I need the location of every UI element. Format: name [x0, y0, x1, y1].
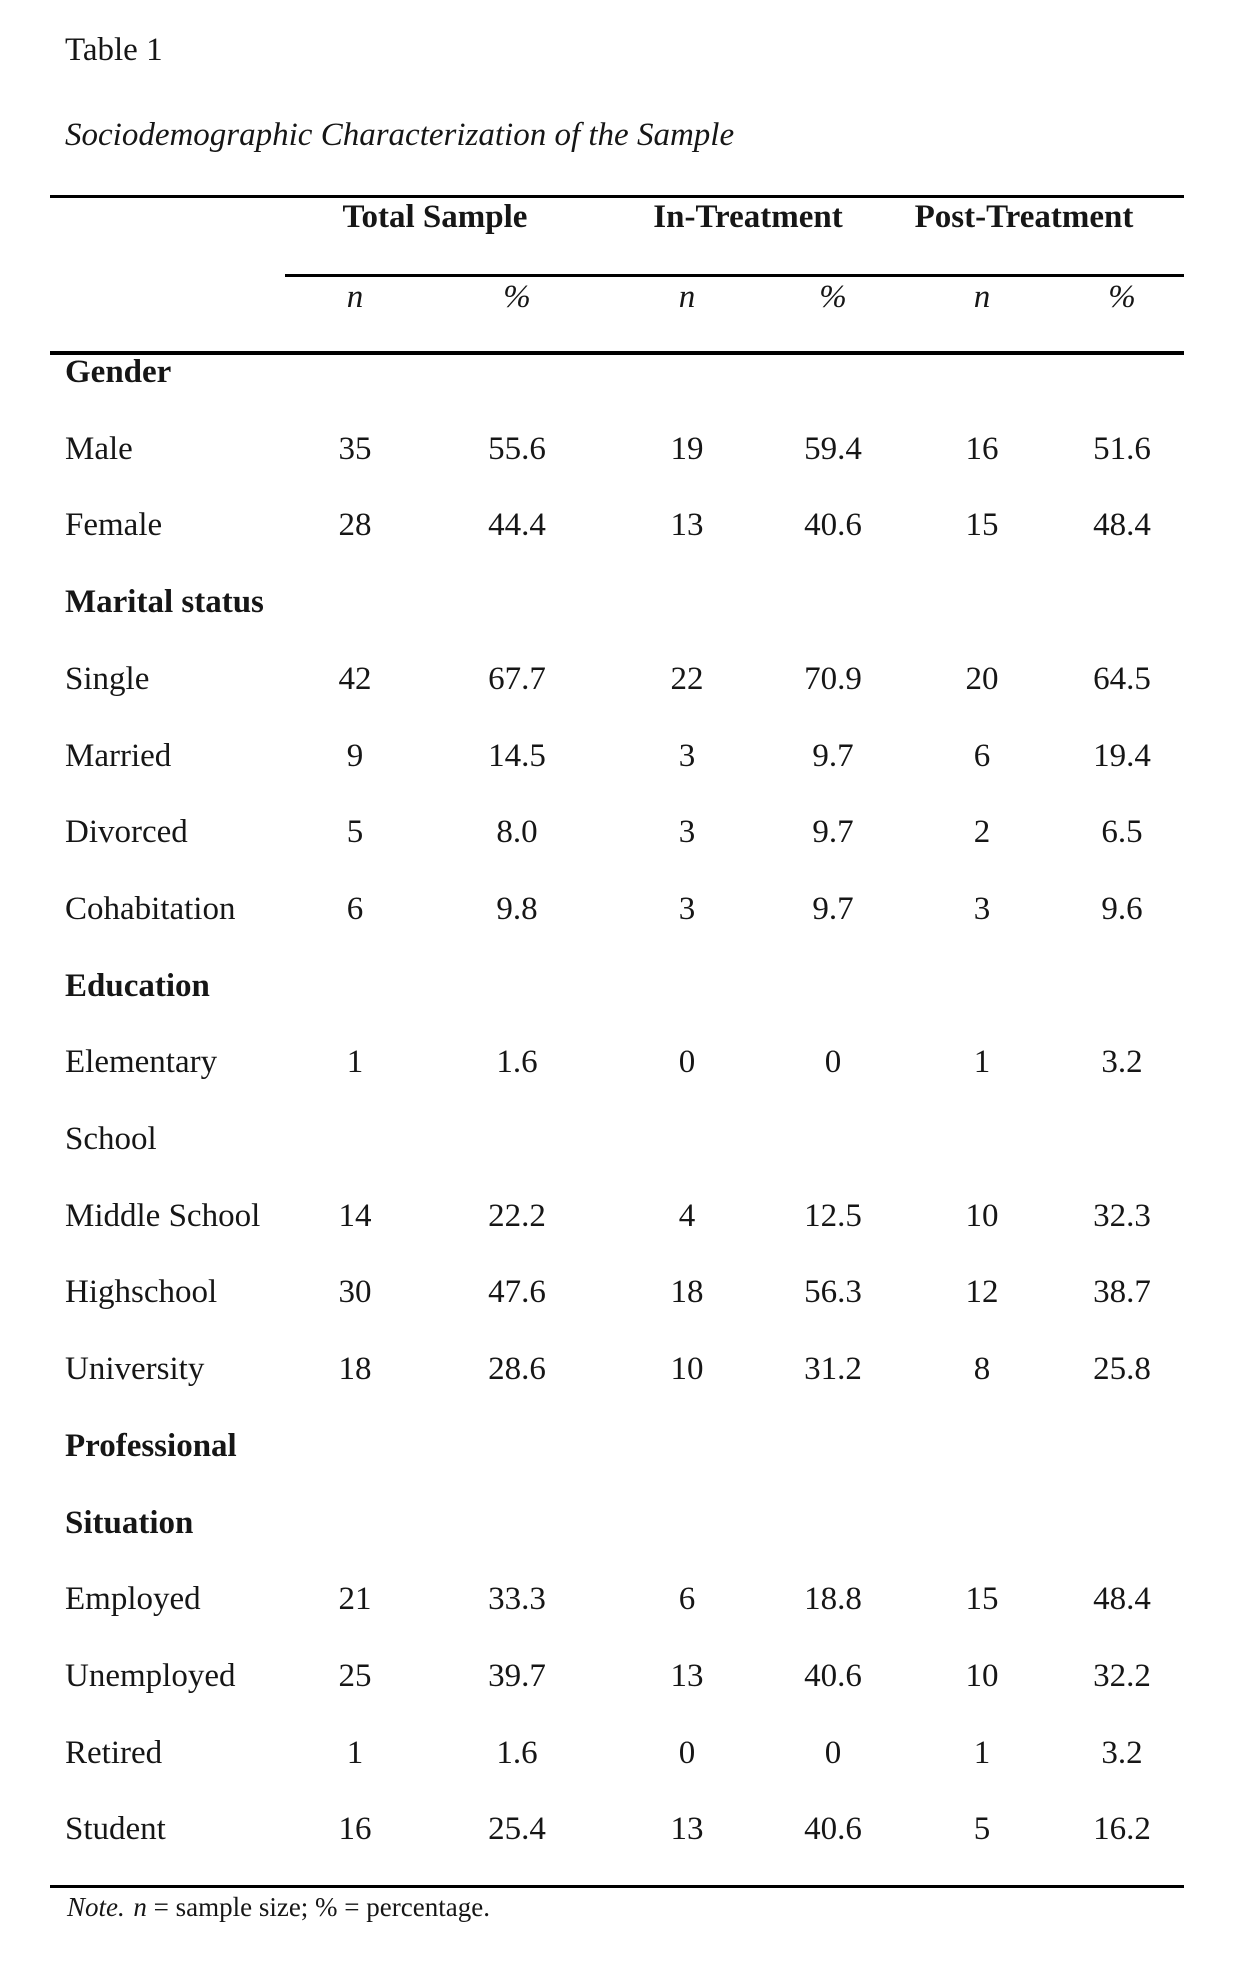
row-label: Divorced: [65, 814, 188, 850]
cell-value: 59.4: [804, 431, 862, 467]
row-label: Marital status: [65, 584, 264, 620]
table-row: [0, 1561, 1241, 1637]
cell-value: 16.2: [1093, 1811, 1151, 1847]
cell-value: 0: [824, 1735, 842, 1771]
cell-value: 30: [338, 1274, 372, 1310]
cell-value: 8.0: [496, 814, 538, 850]
row-label: Highschool: [65, 1274, 218, 1310]
cell-value: 12: [965, 1274, 999, 1310]
table-number: Table 1: [65, 32, 163, 68]
column-group-post-treatment: Post-Treatment: [914, 199, 1134, 235]
cell-value: 32.3: [1093, 1198, 1151, 1234]
table-row: [0, 1331, 1241, 1407]
cell-value: 1.6: [496, 1044, 538, 1080]
cell-value: 44.4: [488, 507, 546, 543]
cell-value: 15: [965, 507, 999, 543]
spanner-rule: [285, 274, 1184, 277]
cell-value: 5: [973, 1811, 991, 1847]
bottom-rule: [50, 1885, 1184, 1888]
cell-value: 14: [338, 1198, 372, 1234]
note-n-symbol: n: [133, 1892, 147, 1922]
cell-value: 2: [973, 814, 991, 850]
cell-value: 1: [346, 1044, 364, 1080]
cell-value: 20: [965, 661, 999, 697]
subheader-n: n: [346, 279, 364, 315]
row-label: Middle School: [65, 1198, 261, 1234]
cell-value: 42: [338, 661, 372, 697]
row-label: Retired: [65, 1735, 163, 1771]
cell-value: 0: [824, 1044, 842, 1080]
row-label: Gender: [65, 354, 172, 390]
table-row: [0, 1178, 1241, 1254]
cell-value: 10: [965, 1658, 999, 1694]
table-row: [0, 1791, 1241, 1867]
cell-value: 1: [346, 1735, 364, 1771]
cell-value: 4: [678, 1198, 696, 1234]
cell-value: 33.3: [488, 1581, 546, 1617]
cell-value: 6: [346, 891, 364, 927]
cell-value: 3: [973, 891, 991, 927]
cell-value: 22: [670, 661, 704, 697]
cell-value: 19: [670, 431, 704, 467]
cell-value: 6.5: [1101, 814, 1143, 850]
cell-value: 6: [678, 1581, 696, 1617]
cell-value: 13: [670, 1811, 704, 1847]
subheader-percent: %: [819, 279, 847, 315]
subheader-percent: %: [503, 279, 531, 315]
table-row: [0, 564, 1241, 640]
cell-value: 9.7: [812, 891, 854, 927]
column-group-total-sample: Total Sample: [342, 199, 528, 235]
cell-value: 9.8: [496, 891, 538, 927]
cell-value: 3.2: [1101, 1735, 1143, 1771]
cell-value: 64.5: [1093, 661, 1151, 697]
cell-value: 56.3: [804, 1274, 862, 1310]
cell-value: 40.6: [804, 1658, 862, 1694]
cell-value: 6: [973, 738, 991, 774]
table-row: [0, 794, 1241, 870]
cell-value: 16: [338, 1811, 372, 1847]
cell-value: 25.8: [1093, 1351, 1151, 1387]
row-label: Employed: [65, 1581, 201, 1617]
cell-value: 28: [338, 507, 372, 543]
cell-value: 18: [670, 1274, 704, 1310]
cell-value: 22.2: [488, 1198, 546, 1234]
row-label: School: [65, 1121, 157, 1157]
table-row: [0, 718, 1241, 794]
cell-value: 12.5: [804, 1198, 862, 1234]
cell-value: 3.2: [1101, 1044, 1143, 1080]
cell-value: 47.6: [488, 1274, 546, 1310]
table-caption: Sociodemographic Characterization of the Sample: [65, 117, 735, 153]
cell-value: 3: [678, 891, 696, 927]
table-row: [0, 487, 1241, 563]
cell-value: 14.5: [488, 738, 546, 774]
cell-value: 1: [973, 1735, 991, 1771]
row-label: Situation: [65, 1505, 194, 1541]
cell-value: 15: [965, 1581, 999, 1617]
cell-value: 35: [338, 431, 372, 467]
cell-value: 9.7: [812, 814, 854, 850]
row-label: Student: [65, 1811, 166, 1847]
table-row: [0, 1101, 1241, 1177]
row-label: Married: [65, 738, 172, 774]
table-row: [0, 411, 1241, 487]
table-row: [0, 871, 1241, 947]
cell-value: 0: [678, 1735, 696, 1771]
cell-value: 19.4: [1093, 738, 1151, 774]
cell-value: 48.4: [1093, 1581, 1151, 1617]
column-group-in-treatment: In-Treatment: [653, 199, 843, 235]
cell-value: 0: [678, 1044, 696, 1080]
cell-value: 10: [965, 1198, 999, 1234]
cell-value: 25.4: [488, 1811, 546, 1847]
table-row: [0, 1638, 1241, 1714]
table-row: [0, 948, 1241, 1024]
cell-value: 9.7: [812, 738, 854, 774]
table-note: [67, 1889, 490, 1925]
cell-value: 3: [678, 814, 696, 850]
table-row: [0, 1715, 1241, 1791]
table-row: [0, 1024, 1241, 1100]
cell-value: 38.7: [1093, 1274, 1151, 1310]
row-label: Unemployed: [65, 1658, 236, 1694]
cell-value: 40.6: [804, 1811, 862, 1847]
cell-value: 10: [670, 1351, 704, 1387]
cell-value: 55.6: [488, 431, 546, 467]
subheader-n: n: [973, 279, 991, 315]
row-label: Male: [65, 431, 133, 467]
cell-value: 13: [670, 1658, 704, 1694]
cell-value: 5: [346, 814, 364, 850]
cell-value: 31.2: [804, 1351, 862, 1387]
row-label: Professional: [65, 1428, 237, 1464]
cell-value: 9.6: [1101, 891, 1143, 927]
cell-value: 70.9: [804, 661, 862, 697]
cell-value: 9: [346, 738, 364, 774]
cell-value: 8: [973, 1351, 991, 1387]
cell-value: 3: [678, 738, 696, 774]
cell-value: 48.4: [1093, 507, 1151, 543]
subheader-n: n: [678, 279, 696, 315]
row-label: Single: [65, 661, 150, 697]
row-label: Elementary: [65, 1044, 218, 1080]
table-row: [0, 1254, 1241, 1330]
cell-value: 13: [670, 507, 704, 543]
table-row: [0, 1485, 1241, 1561]
note-text: = sample size; % = percentage.: [146, 1892, 490, 1922]
cell-value: 28.6: [488, 1351, 546, 1387]
cell-value: 39.7: [488, 1658, 546, 1694]
cell-value: 67.7: [488, 661, 546, 697]
row-label: University: [65, 1351, 205, 1387]
table-row: [0, 334, 1241, 410]
cell-value: 21: [338, 1581, 372, 1617]
cell-value: 18: [338, 1351, 372, 1387]
row-label: Education: [65, 968, 210, 1004]
cell-value: 51.6: [1093, 431, 1151, 467]
cell-value: 40.6: [804, 507, 862, 543]
cell-value: 18.8: [804, 1581, 862, 1617]
subheader-percent: %: [1108, 279, 1136, 315]
cell-value: 25: [338, 1658, 372, 1694]
note-label: Note.: [67, 1892, 125, 1922]
cell-value: 16: [965, 431, 999, 467]
cell-value: 1: [973, 1044, 991, 1080]
row-label: Female: [65, 507, 163, 543]
table-row: [0, 1408, 1241, 1484]
table-row: [0, 641, 1241, 717]
cell-value: 32.2: [1093, 1658, 1151, 1694]
row-label: Cohabitation: [65, 891, 236, 927]
cell-value: 1.6: [496, 1735, 538, 1771]
